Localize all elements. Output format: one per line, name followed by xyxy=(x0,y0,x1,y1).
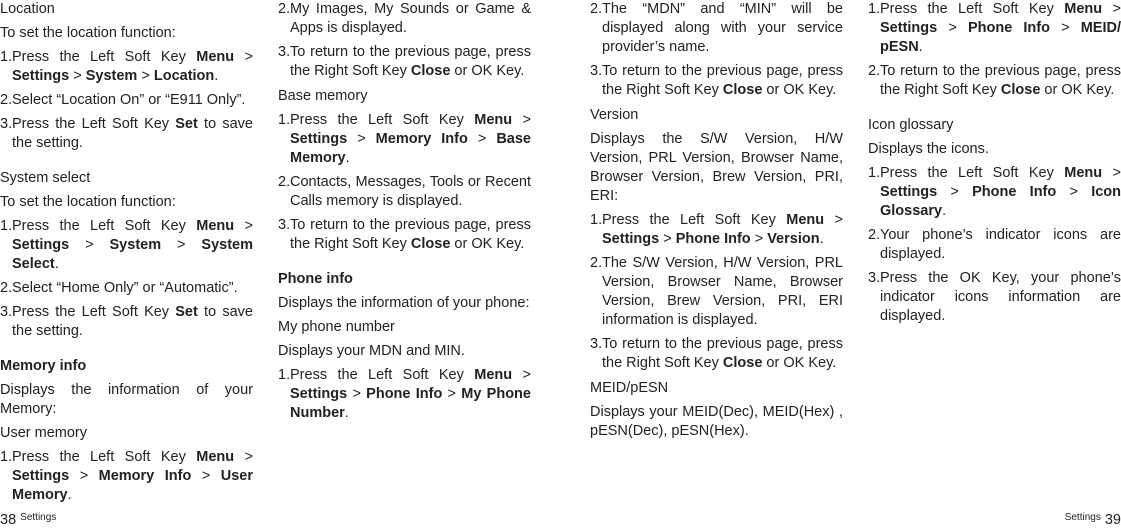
step-number: 3. xyxy=(868,270,881,286)
step-key-label: Set xyxy=(175,304,198,320)
menu-path-separator: > xyxy=(1102,1,1121,17)
step-text: . xyxy=(214,68,219,84)
memory-info-heading: Memory info xyxy=(0,358,87,374)
step-item xyxy=(0,279,253,298)
step-key-label: Set xyxy=(175,116,198,132)
phone-info-description: Displays the information of your phone: xyxy=(278,295,530,311)
menu-path-item: Menu xyxy=(196,218,235,234)
menu-path-item: Phone Info xyxy=(675,231,751,247)
menu-path-item: Phone Info xyxy=(972,184,1057,200)
step-item xyxy=(590,62,843,100)
menu-path-separator: > xyxy=(1102,165,1121,181)
step-text: . xyxy=(918,39,923,55)
step-text: Press the Left Soft Key xyxy=(602,212,787,228)
column-2 xyxy=(278,0,531,429)
footer-section-right: Settings xyxy=(1064,512,1101,523)
location-steps xyxy=(0,48,253,153)
menu-path-separator: > xyxy=(191,468,221,484)
footer-left xyxy=(0,510,56,528)
column-1 xyxy=(0,0,253,511)
menu-path-item: System xyxy=(85,68,138,84)
step-text: My Images, My Sounds or Game & Apps is displayed. xyxy=(290,1,531,36)
menu-path-item: User Memory xyxy=(12,468,253,503)
menu-path-separator: > xyxy=(1056,184,1092,200)
step-number: 2. xyxy=(0,280,13,296)
step-item xyxy=(868,164,1121,221)
step-text: Press the Left Soft Key xyxy=(290,112,475,128)
step-text: To return to the previous page, press the Right Soft Key xyxy=(290,44,531,79)
step-text: . xyxy=(942,203,947,219)
step-item xyxy=(278,216,531,254)
step-text: . xyxy=(819,231,824,247)
step-item xyxy=(278,111,531,168)
system-select-steps xyxy=(0,217,253,341)
step-number: 2. xyxy=(590,255,603,271)
icon-glossary-description: Displays the icons. xyxy=(868,141,989,157)
step-text: Press the Left Soft Key xyxy=(12,304,176,320)
step-item xyxy=(278,366,531,423)
menu-path-separator: > xyxy=(824,212,844,228)
step-number: 2. xyxy=(0,92,13,108)
step-text: To return to the previous page, press the Right Soft Key xyxy=(290,217,531,252)
menu-path-item: System xyxy=(109,237,162,253)
menu-path-separator: > xyxy=(347,131,376,147)
memory-info-description: Displays the information of your Memory: xyxy=(0,382,253,417)
step-number: 2. xyxy=(868,227,881,243)
step-number: 3. xyxy=(590,336,603,352)
meid-pesn-heading: MEID/pESN xyxy=(590,380,669,396)
system-select-intro: To set the location function: xyxy=(0,194,176,210)
step-text: Select “Location On” or “E911 Only”. xyxy=(12,92,246,108)
step-text: to save the setting. xyxy=(12,304,253,339)
step-text: or OK Key. xyxy=(450,63,525,79)
step-number: 3. xyxy=(590,63,603,79)
step-key-label: Close xyxy=(1000,82,1041,98)
step-item xyxy=(278,0,531,38)
step-number: 1. xyxy=(278,112,291,128)
menu-path-item: Settings xyxy=(12,68,70,84)
my-phone-number-description: Displays your MDN and MIN. xyxy=(278,343,465,359)
menu-path-item: Menu xyxy=(474,367,513,383)
user-memory-heading: User memory xyxy=(0,425,88,441)
step-text: . xyxy=(54,256,59,272)
menu-path-item: Version xyxy=(767,231,820,247)
my-phone-number-steps-continued xyxy=(590,0,843,100)
step-number: 2. xyxy=(278,174,291,190)
step-item xyxy=(590,211,843,249)
menu-path-item: Menu xyxy=(1064,1,1103,17)
step-key-label: Close xyxy=(410,63,451,79)
page-number-right: 39 xyxy=(1104,512,1121,528)
menu-path-item: My Phone Number xyxy=(290,386,531,421)
step-text: Press the Left Soft Key xyxy=(12,449,197,465)
step-text: to save the setting. xyxy=(12,116,253,151)
step-item xyxy=(0,48,253,86)
menu-path-separator: > xyxy=(512,112,532,128)
step-text: Your phone’s indicator icons are displayed. xyxy=(880,227,1121,262)
step-text: To return to the previous page, press the Right Soft Key xyxy=(602,336,843,371)
step-text: or OK Key. xyxy=(762,355,837,371)
step-text: Contacts, Messages, Tools or Recent Calls memory is displayed. xyxy=(290,174,531,209)
step-item xyxy=(278,43,531,81)
menu-path-separator: > xyxy=(512,367,532,383)
step-item xyxy=(868,226,1121,264)
menu-path-separator: > xyxy=(69,468,99,484)
menu-path-item: Menu xyxy=(474,112,513,128)
step-item xyxy=(0,91,253,110)
footer-section-left: Settings xyxy=(20,512,57,523)
menu-path-item: Base Memory xyxy=(290,131,531,166)
location-intro: To set the location function: xyxy=(0,25,176,41)
step-item xyxy=(590,335,843,373)
column-3 xyxy=(590,0,843,446)
step-number: 2. xyxy=(868,63,881,79)
step-number: 1. xyxy=(278,367,291,383)
base-memory-heading: Base memory xyxy=(278,88,368,104)
step-key-label: Close xyxy=(722,82,763,98)
my-phone-number-heading: My phone number xyxy=(278,319,395,335)
menu-path-item: MEID/ pESN xyxy=(880,20,1121,55)
menu-path-separator: > xyxy=(234,49,254,65)
step-number: 1. xyxy=(0,449,13,465)
my-phone-number-steps xyxy=(278,366,531,423)
step-item xyxy=(590,254,843,330)
icon-glossary-steps xyxy=(868,164,1121,326)
menu-path-item: Settings xyxy=(880,184,938,200)
menu-path-item: Phone Info xyxy=(967,20,1050,36)
column-4 xyxy=(868,0,1121,332)
step-item xyxy=(278,173,531,211)
menu-path-item: Menu xyxy=(196,449,235,465)
user-memory-steps xyxy=(0,448,253,505)
step-text: The “MDN” and “MIN” will be displayed along with your service provider’s name. xyxy=(602,1,843,55)
step-text: To return to the previous page, press the Right Soft Key xyxy=(602,63,843,98)
menu-path-item: Settings xyxy=(12,237,70,253)
base-memory-steps xyxy=(278,111,531,254)
step-item xyxy=(0,448,253,505)
step-text: or OK Key. xyxy=(762,82,837,98)
step-text: Press the Left Soft Key xyxy=(290,367,475,383)
menu-path-separator: > xyxy=(161,237,202,253)
step-text: or OK Key. xyxy=(450,236,525,252)
menu-path-item: Location xyxy=(153,68,215,84)
menu-path-separator: > xyxy=(467,131,497,147)
step-item xyxy=(868,0,1121,57)
step-number: 1. xyxy=(868,165,881,181)
menu-path-separator: > xyxy=(69,68,86,84)
menu-path-separator: > xyxy=(1049,20,1081,36)
menu-path-separator: > xyxy=(234,218,254,234)
step-number: 1. xyxy=(590,212,603,228)
menu-path-separator: > xyxy=(234,449,254,465)
step-text: . xyxy=(67,487,72,503)
step-text: or OK Key. xyxy=(1040,82,1115,98)
step-item xyxy=(0,115,253,153)
menu-path-item: Menu xyxy=(786,212,825,228)
menu-path-separator: > xyxy=(937,184,973,200)
step-text: Press the OK Key, your phone’s indicator icons information are displayed. xyxy=(880,270,1121,324)
step-item xyxy=(590,0,843,57)
page-number-left: 38 xyxy=(0,512,17,528)
user-memory-steps-continued xyxy=(278,0,531,81)
step-number: 1. xyxy=(0,49,13,65)
system-select-heading: System select xyxy=(0,170,91,186)
menu-path-item: Settings xyxy=(12,468,70,484)
step-number: 2. xyxy=(590,1,603,17)
meid-pesn-description: Displays your MEID(Dec), MEID(Hex) , pESN(Dec), pESN(Hex). xyxy=(590,404,843,439)
step-item xyxy=(0,217,253,274)
step-item xyxy=(868,269,1121,326)
step-text: To return to the previous page, press the Right Soft Key xyxy=(880,63,1121,98)
meid-pesn-steps xyxy=(868,0,1121,100)
menu-path-item: Menu xyxy=(1064,165,1103,181)
step-number: 3. xyxy=(0,304,13,320)
version-description: Displays the S/W Version, H/W Version, PRL Version, Browser Name, Browser Version, Brew Version, PRI, ERI: xyxy=(590,131,843,204)
step-item xyxy=(868,62,1121,100)
menu-path-item: Icon Glossary xyxy=(880,184,1121,219)
icon-glossary-heading: Icon glossary xyxy=(868,117,954,133)
step-text: Press the Left Soft Key xyxy=(880,1,1065,17)
step-text: . xyxy=(344,405,349,421)
step-text: Press the Left Soft Key xyxy=(880,165,1065,181)
step-number: 1. xyxy=(0,218,13,234)
menu-path-separator: > xyxy=(347,386,367,402)
step-number: 2. xyxy=(278,1,291,17)
version-steps xyxy=(590,211,843,373)
menu-path-separator: > xyxy=(442,386,462,402)
step-number: 3. xyxy=(0,116,13,132)
menu-path-separator: > xyxy=(137,68,154,84)
menu-path-item: Settings xyxy=(290,386,348,402)
step-number: 1. xyxy=(868,1,881,17)
step-number: 3. xyxy=(278,217,291,233)
step-text: Press the Left Soft Key xyxy=(12,49,197,65)
menu-path-separator: > xyxy=(937,20,968,36)
menu-path-item: Settings xyxy=(290,131,348,147)
step-item xyxy=(0,303,253,341)
step-text: Press the Left Soft Key xyxy=(12,116,176,132)
footer-right xyxy=(1065,510,1121,528)
step-key-label: Close xyxy=(722,355,763,371)
step-text: Select “Home Only” or “Automatic”. xyxy=(12,280,238,296)
step-text: . xyxy=(345,150,350,166)
menu-path-item: Memory Info xyxy=(98,468,192,484)
location-heading: Location xyxy=(0,1,55,17)
menu-path-item: Phone Info xyxy=(366,386,443,402)
phone-info-heading: Phone info xyxy=(278,271,353,287)
menu-path-item: Memory Info xyxy=(375,131,468,147)
step-key-label: Close xyxy=(410,236,451,252)
step-text: Press the Left Soft Key xyxy=(12,218,197,234)
menu-path-item: Settings xyxy=(602,231,660,247)
step-text: The S/W Version, H/W Version, PRL Version, Browser Name, Browser Version, Brew Version, PRI, ERI information is displayed. xyxy=(602,255,843,328)
menu-path-separator: > xyxy=(69,237,110,253)
menu-path-item: Settings xyxy=(880,20,938,36)
version-heading: Version xyxy=(590,107,639,123)
menu-path-item: Menu xyxy=(196,49,235,65)
menu-path-separator: > xyxy=(659,231,676,247)
menu-path-item: System Select xyxy=(12,237,254,272)
step-number: 3. xyxy=(278,44,291,60)
menu-path-separator: > xyxy=(750,231,768,247)
